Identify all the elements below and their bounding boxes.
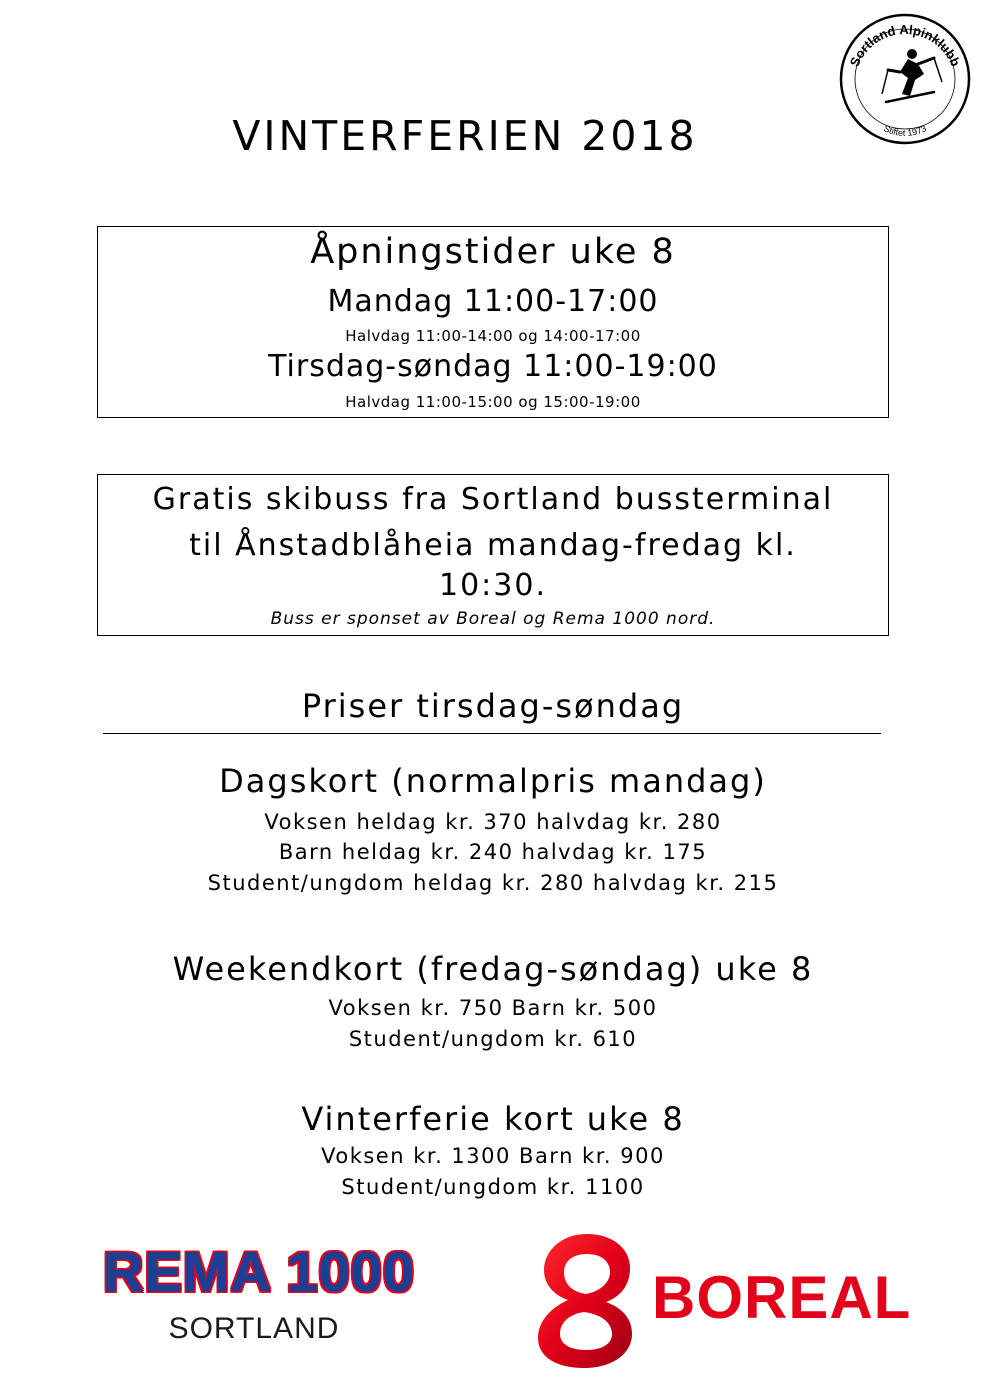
- rema-location: SORTLAND: [168, 1312, 340, 1345]
- monday-half-day: Halvdag 11:00-14:00 og 14:00-17:00: [345, 327, 641, 345]
- dagskort-adult: Voksen heldag kr. 370 halvdag kr. 280: [264, 810, 722, 834]
- weekendkort-title: Weekendkort (fredag-søndag) uke 8: [172, 950, 814, 988]
- opening-hours-box: [97, 226, 889, 418]
- dagskort-student: Student/ungdom heldag kr. 280 halvdag kr. 215: [207, 871, 779, 895]
- boreal-wordmark: BOREAL: [652, 1264, 912, 1331]
- boreal-logo: [532, 1226, 912, 1371]
- boreal-eight-icon: [532, 1226, 642, 1371]
- prices-divider: [103, 733, 881, 734]
- vinterferiekort-title: Vinterferie kort uke 8: [301, 1100, 685, 1138]
- weekendkort-adult-child: Voksen kr. 750 Barn kr. 500: [328, 996, 658, 1020]
- tue-sun-half-day: Halvdag 11:00-15:00 og 15:00-19:00: [345, 393, 641, 411]
- tue-sun-hours: Tirsdag-søndag 11:00-19:00: [268, 349, 718, 384]
- rema-1000-logo: [84, 1240, 434, 1354]
- page-title: VINTERFERIEN 2018: [232, 112, 698, 160]
- bus-line-2: til Ånstadblåheia mandag-fredag kl.: [189, 528, 797, 563]
- club-logo: [838, 12, 972, 146]
- weekendkort-student: Student/ungdom kr. 610: [348, 1027, 638, 1051]
- dagskort-title: Dagskort (normalpris mandag): [219, 762, 767, 800]
- dagskort-child: Barn heldag kr. 240 halvdag kr. 175: [278, 840, 708, 864]
- vinterferiekort-student: Student/ungdom kr. 1100: [341, 1175, 645, 1199]
- rema-wordmark: REMA 1000: [103, 1240, 415, 1303]
- svg-text:Stiftet 1973: Stiftet 1973: [882, 123, 928, 138]
- skier-emblem-icon: [838, 12, 972, 146]
- bus-sponsor-note: Buss er sponset av Boreal og Rema 1000 nord.: [270, 609, 716, 629]
- vinterferiekort-adult-child: Voksen kr. 1300 Barn kr. 900: [321, 1144, 665, 1168]
- monday-hours: Mandag 11:00-17:00: [327, 284, 659, 319]
- prices-heading: Priser tirsdag-søndag: [301, 687, 685, 725]
- svg-text:Sortland Alpinklubb: Sortland Alpinklubb: [846, 21, 964, 69]
- ski-bus-box: [97, 474, 889, 636]
- bus-line-3: 10:30.: [439, 568, 547, 603]
- bus-line-1: Gratis skibuss fra Sortland bussterminal: [152, 482, 834, 517]
- opening-hours-heading: Åpningstider uke 8: [310, 232, 676, 272]
